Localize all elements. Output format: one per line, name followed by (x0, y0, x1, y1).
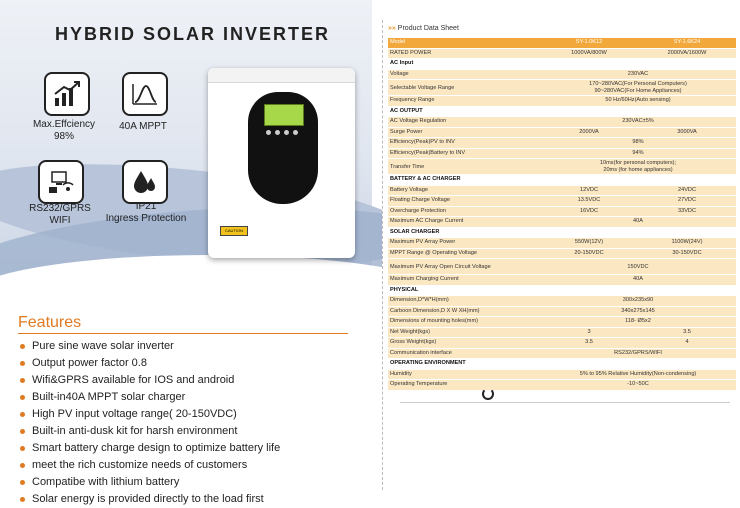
bullet-icon (20, 395, 25, 400)
table-cell-label: Floating Charge Voltage (390, 197, 451, 203)
ip-label (104, 201, 188, 225)
table-cell-label: PHYSICAL (390, 286, 419, 293)
table-row (388, 238, 736, 249)
feature-text: Built-in40A MPPT solar charger (32, 391, 186, 403)
feature-item (18, 491, 280, 508)
table-cell-value: 340x275x145 (621, 307, 655, 314)
data-sheet-panel (382, 0, 740, 497)
table-row (388, 380, 736, 391)
table-row (388, 70, 736, 81)
table-cell-value: 230VAC±5% (622, 118, 654, 124)
table-section-row (388, 59, 736, 70)
feature-item (18, 338, 280, 355)
table-cell-value: 300x235x90 (622, 297, 654, 303)
table-cell-label: Humidity (390, 370, 412, 377)
feature-text: Output power factor 0.8 (32, 357, 147, 369)
feature-text: Solar energy is provided directly to the load first (32, 493, 264, 505)
table-cell-value: 24VDC (677, 186, 697, 193)
table-row (388, 117, 736, 128)
table-cell-label: Voltage (390, 70, 409, 77)
table-section-row (388, 286, 736, 297)
table-row (388, 370, 736, 381)
table-cell-label: Efficiency(Peak)Battery to INV (390, 149, 466, 156)
table-row (388, 217, 736, 228)
sheet-heading (388, 25, 459, 32)
table-cell-value: 2000VA (579, 128, 599, 135)
table-cell-value: 12VDC (579, 186, 599, 193)
table-cell-label: SOLAR CHARGER (390, 228, 440, 235)
table-section-row (388, 175, 736, 186)
table-cell-value: 20-150VDC (574, 249, 604, 256)
table-cell-value: 1100W(24V) (671, 239, 703, 245)
table-cell-label: Maximum PV Array Open Circuit Voltage (390, 264, 491, 270)
table-cell-line: 90~280VAC(For Home Appliances) (594, 88, 682, 94)
feature-item (18, 440, 280, 457)
feature-text: Compatibe with lithium battery (32, 476, 180, 488)
inverter-front-panel (248, 92, 318, 204)
table-section-row (388, 107, 736, 118)
feature-text: meet the rich customize needs of customers (32, 459, 248, 471)
bullet-icon (20, 412, 25, 417)
feature-item (18, 389, 280, 406)
wifi-icon (38, 160, 84, 204)
feature-text: Wifi&GPRS available for IOS and android (32, 374, 235, 386)
table-cell-value: 1000VA/800W (571, 49, 607, 56)
table-cell-value: 3.5 (683, 328, 691, 335)
inverter-button (266, 130, 271, 135)
mppt-icon (122, 72, 168, 116)
feature-item (18, 355, 280, 372)
features-list (18, 338, 280, 508)
table-cell-value: 30-150VDC (672, 249, 702, 256)
bullet-icon (20, 480, 25, 485)
table-cell-value: 550W(12V) (574, 239, 604, 245)
table-cell-value: 118- Ø5x2 (625, 318, 651, 324)
table-cell-label: MPPT Range @ Operating Voltage (390, 249, 478, 256)
table-cell-value: 27VDC (677, 197, 697, 203)
table-cell-line: 170~280VAC(For Personal Computers) (589, 81, 687, 87)
feature-item (18, 457, 280, 474)
inverter-button (293, 130, 298, 135)
bullet-icon (20, 463, 25, 468)
table-cell-value: SY-1.0K12 (575, 39, 603, 45)
table-cell-value: 98% (632, 139, 644, 145)
table-cell-label: BATTERY & AC CHARGER (390, 176, 461, 182)
table-cell-label: Overcharge Protection (390, 207, 446, 214)
ip-label-line1: IP21 (135, 201, 157, 212)
table-cell-label: Model (390, 39, 406, 45)
table-cell-label: Dimensions of mounting holes(mm) (390, 318, 478, 324)
table-cell-value: -10~50C (627, 381, 649, 387)
efficiency-label-line1: Max.Effciency (32, 119, 96, 130)
table-cell-label: Net Weight(kgs) (390, 328, 430, 335)
table-cell-value: 94% (632, 149, 644, 156)
table-cell-value: 230VAC (627, 70, 649, 77)
page-edge-rule (382, 20, 387, 490)
table-cell-label: Battery Voltage (390, 186, 428, 193)
feature-text: Smart battery charge design to optimize battery life (32, 442, 281, 454)
table-row (388, 196, 736, 207)
table-cell-value: SY-1.6K24 (673, 39, 701, 45)
caution-label: CAUTION (220, 226, 248, 236)
table-cell-line: 10ms(for personal computers); (599, 160, 677, 166)
table-cell-label: Surge Power (390, 128, 423, 135)
feature-item (18, 372, 280, 389)
table-cell-value: 5% to 95% Relative Humidity(Non-condensing) (579, 370, 697, 377)
mppt-label: 40A MPPT (119, 121, 167, 132)
table-cell-value: 4 (685, 339, 689, 345)
feature-item (18, 423, 280, 440)
table-cell-value (540, 159, 736, 174)
inverter-button (275, 130, 280, 135)
table-cell-label: Dimension,D*W*H(mm) (390, 297, 449, 303)
table-row (388, 259, 736, 275)
table-cell-label: Maximum PV Array Power (390, 239, 456, 245)
table-cell-label: Maximum AC Charge Current (390, 218, 464, 224)
table-cell-value: 16VDC (579, 207, 599, 214)
table-cell-label: Carboon Dimension,D X W XH(mm) (390, 307, 480, 314)
table-row (388, 207, 736, 218)
table-row (388, 149, 736, 160)
table-row (388, 349, 736, 360)
table-cell-label: Communication interface (390, 349, 452, 356)
feature-text: Pure sine wave solar inverter (32, 340, 174, 352)
table-row (388, 49, 736, 60)
table-cell-label: Selectable Voltage Range (390, 85, 455, 91)
table-cell-label: AC Voltage Regulation (390, 118, 447, 124)
table-cell-line: 20ms (for home appliances) (603, 167, 673, 173)
table-cell-label: RATED POWER (390, 49, 432, 56)
table-cell-label: OPERATING ENVIRONMENT (390, 360, 466, 366)
table-row (388, 186, 736, 197)
table-cell-label: AC OUTPUT (390, 107, 423, 114)
bullet-icon (20, 344, 25, 349)
efficiency-label (24, 119, 104, 143)
table-cell-value: 2000VA/1600W (667, 49, 707, 56)
table-row (388, 275, 736, 286)
table-cell-value: 40A (633, 276, 643, 282)
table-cell-value: 150VDC (627, 264, 649, 270)
table-cell-value: RS232/GPRS/WIFI (614, 349, 662, 356)
spec-table (388, 38, 736, 391)
table-row (388, 338, 736, 349)
table-cell-label: Frequency Range (390, 97, 435, 103)
feature-text: High PV input voltage range( 20-150VDC) (32, 408, 237, 420)
table-cell-value: 33VDC (677, 207, 697, 214)
efficiency-icon (44, 72, 90, 116)
table-cell-value: 3.5 (585, 339, 593, 345)
feature-item (18, 474, 280, 491)
table-cell-value: 3000VA (677, 128, 697, 135)
product-left-panel (0, 0, 372, 505)
ip-label-line2: Ingress Protection (105, 213, 187, 224)
table-row (388, 328, 736, 339)
efficiency-label-line2: 98% (53, 131, 74, 142)
wifi-label-line2: WIFI (49, 215, 71, 226)
bullet-icon (20, 361, 25, 366)
chevron-right-icon: »» (388, 25, 396, 32)
wifi-label-line1: RS232/GPRS (29, 203, 91, 214)
table-row (388, 249, 736, 260)
sheet-heading-text: Product Data Sheet (397, 25, 459, 32)
table-bottom-rule (400, 402, 730, 403)
table-section-row (388, 228, 736, 239)
table-cell-label: Operating Temperature (390, 381, 448, 387)
table-cell-value (540, 80, 736, 95)
inverter-product-image (208, 68, 355, 258)
water-drop-icon (122, 160, 168, 204)
wifi-label (18, 203, 102, 227)
table-section-row (388, 359, 736, 370)
table-cell-label: Efficiency(Peak)PV to INV (390, 139, 455, 145)
table-row (388, 296, 736, 307)
features-title: Features (18, 314, 82, 331)
table-cell-value: 50 Hz/60Hz(Auto sensing) (605, 97, 671, 103)
table-row (388, 159, 736, 175)
table-cell-label: AC Input (390, 60, 414, 66)
bullet-icon (20, 429, 25, 434)
bullet-icon (20, 446, 25, 451)
table-cell-label: Maximum Charging Current (390, 276, 459, 282)
table-cell-label: Transfer Time (390, 164, 425, 170)
table-row (388, 317, 736, 328)
feature-text: Built-in anti-dusk kit for harsh environment (32, 425, 238, 437)
table-cell-value: 13.5VDC (577, 197, 601, 203)
table-row (388, 96, 736, 107)
table-cell-label: Gross Weight(kgs) (390, 339, 437, 345)
table-row (388, 128, 736, 139)
inverter-top-vent (208, 68, 355, 83)
feature-item (18, 406, 280, 423)
bullet-icon (20, 497, 25, 502)
table-row (388, 307, 736, 318)
inverter-button (284, 130, 289, 135)
features-divider (18, 333, 348, 334)
table-header-row (388, 38, 736, 49)
inverter-lcd-screen (264, 104, 304, 126)
table-cell-value: 3 (587, 328, 591, 335)
table-row (388, 80, 736, 96)
page-title: HYBRID SOLAR INVERTER (55, 24, 331, 44)
scroll-indicator-icon (482, 388, 494, 400)
table-row (388, 138, 736, 149)
bullet-icon (20, 378, 25, 383)
table-cell-value: 40A (633, 218, 643, 224)
